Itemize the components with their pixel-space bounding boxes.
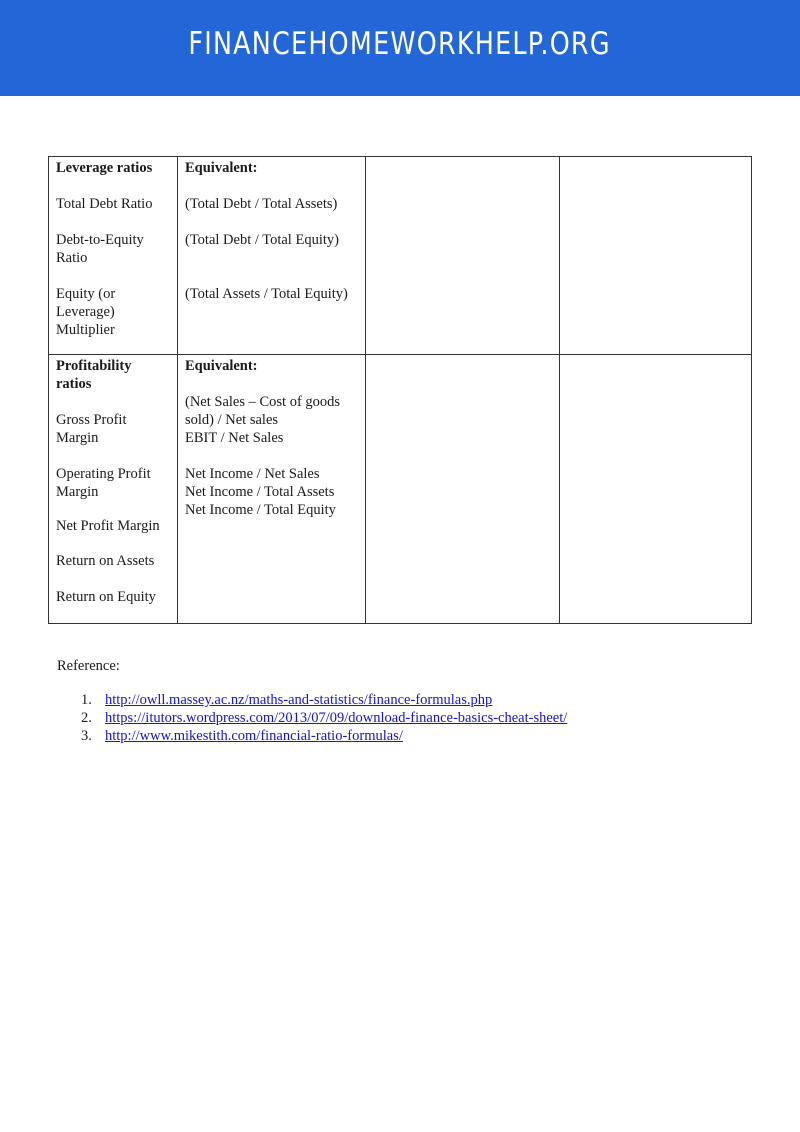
profitability-names-cell: [49, 355, 178, 624]
reference-section: [57, 657, 567, 745]
empty-cell: [366, 157, 560, 355]
ratio-name: Total Debt Ratio: [56, 196, 153, 212]
list-item: [57, 727, 567, 745]
ratio-formula: Net Income / Total Assets: [185, 484, 335, 500]
category-heading: Leverage ratios: [56, 160, 153, 176]
reference-link[interactable]: http://www.mikestith.com/financial-ratio-formulas/: [105, 728, 403, 744]
ratio-formula: Net Income / Net Sales: [185, 466, 320, 482]
site-title: FINANCEHOMEWORKHELP.ORG: [188, 26, 612, 62]
equivalent-heading: Equivalent:: [185, 358, 258, 374]
ratio-name: Net Profit Margin: [56, 518, 160, 534]
list-number: 3.: [81, 728, 92, 744]
ratio-name: Return on Equity: [56, 589, 156, 605]
ratio-formula: Net Income / Total Equity: [185, 502, 336, 518]
ratio-name: Gross Profit Margin: [56, 412, 127, 446]
reference-list: [57, 691, 567, 745]
profitability-formulas-cell: [178, 355, 366, 624]
ratio-name: Return on Assets: [56, 553, 155, 569]
ratio-name: Equity (or Leverage) Multiplier: [56, 286, 116, 338]
list-item: [57, 709, 567, 727]
table-row: [49, 157, 752, 355]
reference-link[interactable]: http://owll.massey.ac.nz/maths-and-statistics/finance-formulas.php: [105, 692, 493, 708]
header-banner: [0, 0, 800, 96]
equivalent-heading: Equivalent:: [185, 160, 258, 176]
table-row: [49, 355, 752, 624]
leverage-formulas-cell: [178, 157, 366, 355]
empty-cell: [366, 355, 560, 624]
leverage-names-cell: [49, 157, 178, 355]
empty-cell: [560, 157, 752, 355]
list-number: 1.: [81, 692, 92, 708]
ratio-formula: EBIT / Net Sales: [185, 430, 284, 446]
reference-label: Reference:: [57, 658, 120, 674]
reference-link[interactable]: https://itutors.wordpress.com/2013/07/09/download-finance-basics-cheat-sheet/: [105, 710, 568, 726]
empty-cell: [560, 355, 752, 624]
category-heading: Profitability ratios: [56, 358, 132, 392]
ratio-formula: (Total Debt / Total Equity): [185, 232, 339, 248]
ratio-name: Debt-to-Equity Ratio: [56, 232, 144, 266]
ratio-name: Operating Profit Margin: [56, 466, 151, 500]
ratio-formula: (Total Assets / Total Equity): [185, 286, 348, 302]
ratios-table: [48, 156, 752, 624]
ratio-formula: (Net Sales – Cost of goods sold) / Net sales: [185, 394, 341, 428]
list-item: [57, 691, 567, 709]
list-number: 2.: [81, 710, 92, 726]
ratio-formula: (Total Debt / Total Assets): [185, 196, 338, 212]
